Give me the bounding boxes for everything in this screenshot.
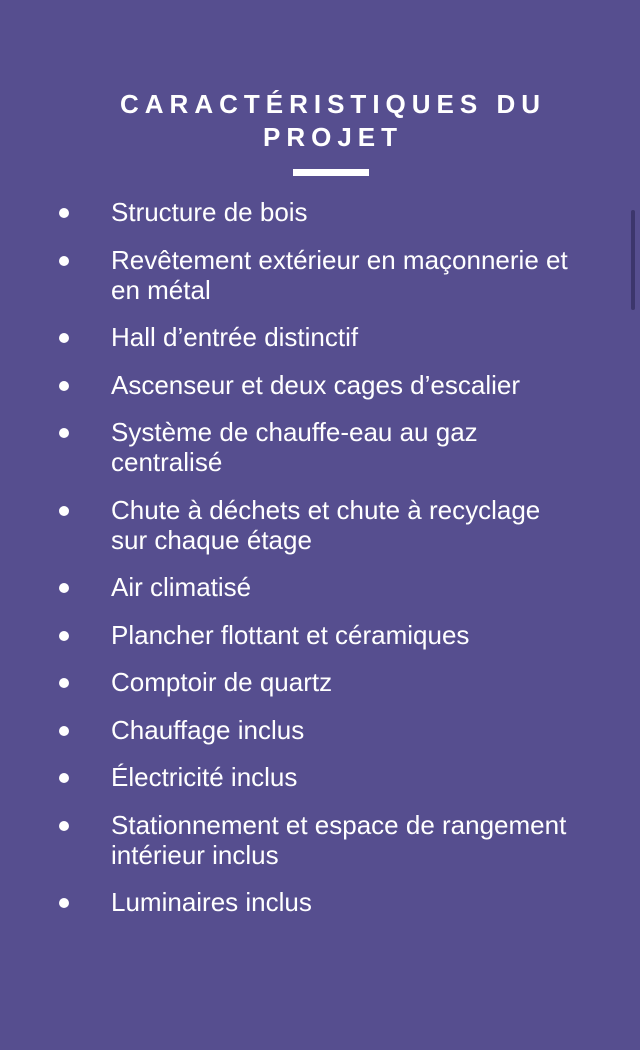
feature-item [0, 620, 640, 650]
feature-item [0, 322, 640, 352]
feature-text: Revêtement extérieur en maçonnerie et en métal [111, 244, 568, 305]
feature-item [0, 667, 640, 697]
feature-text: Ascenseur et deux cages d’escalier [111, 369, 521, 400]
feature-text: Structure de bois [111, 197, 308, 227]
feature-item [0, 810, 640, 870]
bullet-dot-icon [59, 773, 69, 783]
bullet-dot-icon [59, 631, 69, 641]
feature-item [0, 370, 640, 400]
feature-item [0, 417, 640, 477]
bullet-dot-icon [59, 898, 69, 908]
feature-text: Plancher flottant et céramiques [111, 619, 470, 650]
bullet-dot-icon [59, 208, 69, 218]
title-underline [293, 169, 369, 176]
feature-text: Stationnement et espace de rangement intérieur inclus [111, 809, 567, 870]
feature-item [0, 495, 640, 555]
feature-item [0, 197, 640, 227]
feature-text: Comptoir de quartz [111, 667, 333, 697]
feature-item [0, 572, 640, 602]
bullet-dot-icon [59, 726, 69, 736]
section-title: CARACTÉRISTIQUES DU PROJET [119, 89, 546, 152]
feature-text: Hall d’entrée distinctif [111, 322, 359, 352]
features-list [0, 197, 640, 935]
bullet-dot-icon [59, 678, 69, 688]
bullet-dot-icon [59, 381, 69, 391]
feature-text: Chute à déchets et chute à recyclage sur chaque étage [111, 494, 541, 555]
feature-item [0, 715, 640, 745]
feature-text: Chauffage inclus [111, 714, 305, 745]
bullet-dot-icon [59, 333, 69, 343]
bullet-dot-icon [59, 583, 69, 593]
feature-text: Air climatisé [111, 572, 252, 602]
feature-item [0, 245, 640, 305]
bullet-dot-icon [59, 256, 69, 266]
feature-item [0, 762, 640, 792]
bullet-dot-icon [59, 428, 69, 438]
feature-text: Luminaires inclus [111, 887, 312, 917]
feature-text: Électricité inclus [111, 762, 298, 792]
feature-text: Système de chauffe-eau au gaz centralisé [111, 417, 478, 477]
bullet-dot-icon [59, 821, 69, 831]
bullet-dot-icon [59, 506, 69, 516]
vertical-scrollbar[interactable] [631, 210, 635, 310]
feature-item [0, 887, 640, 917]
